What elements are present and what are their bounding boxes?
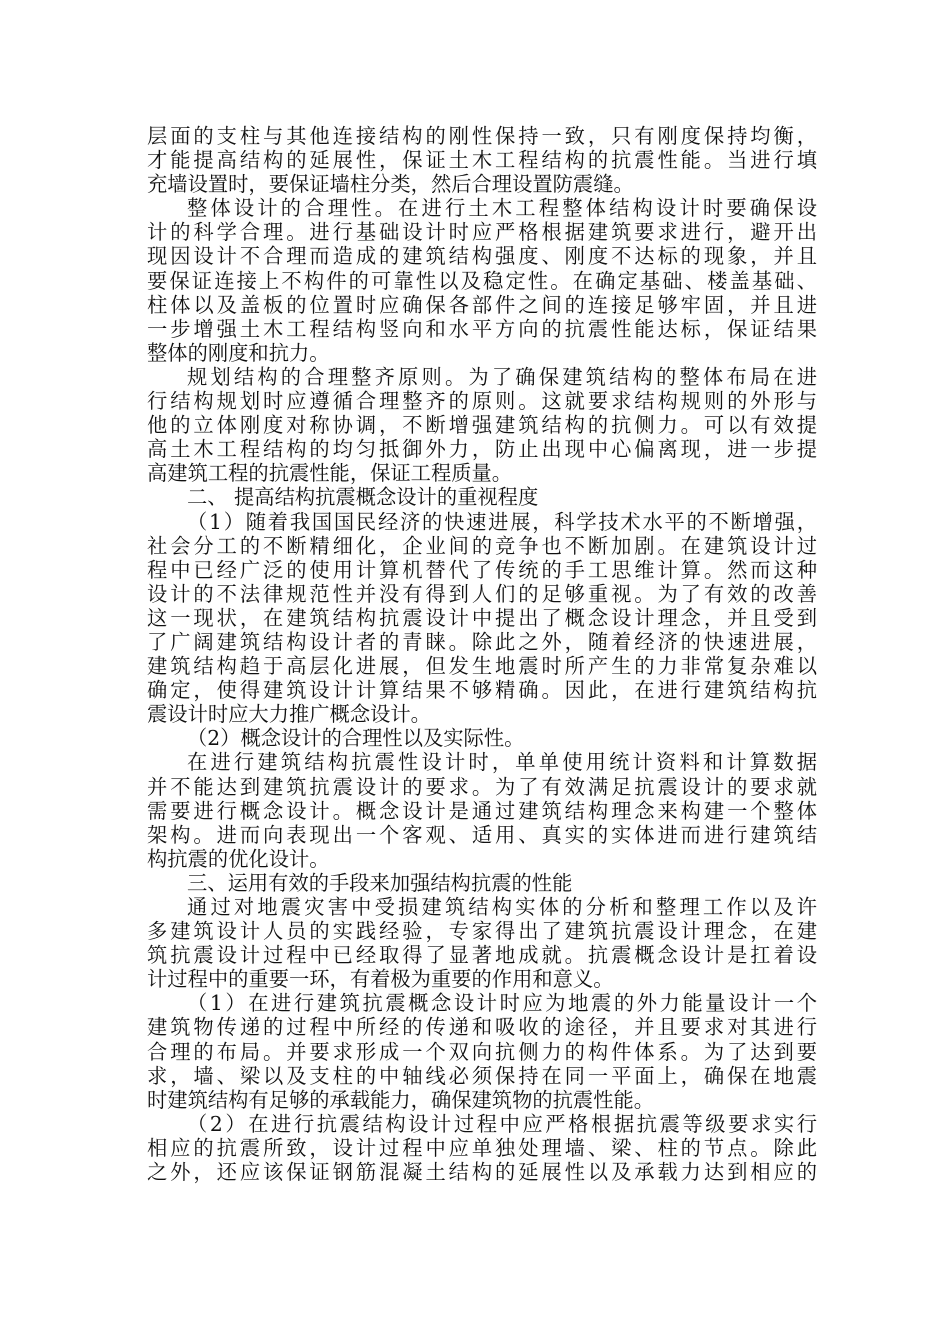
text-line: （2）在进行抗震结构设计过程中应严格根据抗震等级要求实行 <box>187 1111 817 1136</box>
text-line: （2）概念设计的合理性以及实际性。 <box>187 726 525 751</box>
text-line: 求，墙、梁以及支柱的中轴线必须保持在同一平面上，确保在地震 <box>147 1063 817 1088</box>
paragraph <box>147 196 817 365</box>
text-line: 并不能达到建筑抗震设计的要求。为了有效满足抗震设计的要求就 <box>147 774 817 799</box>
text-line: 筑抗震设计过程中已经取得了显著地成就。抗震概念设计是扛着设 <box>147 943 817 968</box>
text-line: 相应的抗震所致，设计过程中应单独处理墙、梁、柱的节点。除此 <box>147 1135 817 1160</box>
text-line: 二、 提高结构抗震概念设计的重视程度 <box>187 485 539 510</box>
text-line: 三、运用有效的手段来加强结构抗震的性能 <box>187 870 573 895</box>
text-line: 计过程中的重要一环，有着极为重要的作用和意义。 <box>147 967 614 992</box>
text-line: 整体设计的合理性。在进行土木工程整体结构设计时要确保设 <box>187 196 817 221</box>
paragraph <box>147 750 817 870</box>
text-line: 一步增强土木工程结构竖向和水平方向的抗震性能达标，保证结果 <box>147 316 817 341</box>
text-line: 之外，还应该保证钢筋混凝土结构的延展性以及承载力达到相应的 <box>147 1160 817 1185</box>
text-line: 确定，使得建筑设计计算结果不够精确。因此，在进行建筑结构抗 <box>147 678 817 703</box>
text-line: 通过对地震灾害中受损建筑结构实体的分析和整理工作以及许 <box>187 895 817 919</box>
text-line: 合理的布局。并要求形成一个双向抗侧力的构件体系。为了达到要 <box>147 1039 817 1064</box>
text-line: 才能提高结构的延展性，保证土木工程结构的抗震性能。当进行填 <box>147 148 817 173</box>
text-line: 高土木工程结构的均匀抵御外力，防止出现中心偏离现，进一步提 <box>147 437 817 462</box>
paragraph <box>147 895 817 991</box>
text-line: 需要进行概念设计。概念设计是通过建筑结构理念来构建一个整体 <box>147 798 817 823</box>
text-line: （1）随着我国国民经济的快速进展，科学技术水平的不断增强， <box>187 509 817 534</box>
text-line: 行结构规划时应遵循合理整齐的原则。这就要求结构规则的外形与 <box>147 389 817 414</box>
text-line: 了广阔建筑结构设计者的青睐。除此之外，随着经济的快速进展， <box>147 629 817 654</box>
text-line: 柱体以及盖板的位置时应确保各部件之间的连接足够牢固，并且进 <box>147 292 817 317</box>
text-line: 层面的支柱与其他连接结构的刚性保持一致，只有刚度保持均衡， <box>147 124 817 148</box>
text-line: 社会分工的不断精细化，企业间的竞争也不断加剧。在建筑设计过 <box>147 533 817 558</box>
text-line: 建筑物传递的过程中所经的传递和吸收的途径，并且要求对其进行 <box>147 1015 817 1040</box>
text-line: 构抗震的优化设计。 <box>147 846 330 871</box>
paragraph <box>147 510 817 727</box>
text-line: 计的科学合理。进行基础设计时应严格根据建筑要求进行，避开出 <box>147 220 817 245</box>
text-line: 高建筑工程的抗震性能，保证工程质量。 <box>147 461 513 486</box>
paragraph <box>147 726 817 750</box>
text-line: 建筑结构趋于高层化进展，但发生地震时所产生的力非常复杂难以 <box>147 654 817 679</box>
text-line: 整体的刚度和抗力。 <box>147 340 330 365</box>
text-line: 震设计时应大力推广概念设计。 <box>147 702 431 727</box>
section-heading <box>147 485 817 509</box>
paragraph <box>147 124 817 196</box>
section-heading <box>147 871 817 895</box>
paragraph <box>147 1112 817 1184</box>
text-line: 规划结构的合理整齐原则。为了确保建筑结构的整体布局在进 <box>187 364 817 389</box>
text-line: 设计的不法律规范性并没有得到人们的足够重视。为了有效的改善 <box>147 581 817 606</box>
text-line: （1）在进行建筑抗震概念设计时应为地震的外力能量设计一个 <box>187 991 817 1016</box>
text-line: 在进行建筑结构抗震性设计时，单单使用统计资料和计算数据 <box>187 750 817 775</box>
paragraph <box>147 991 817 1111</box>
text-line: 这一现状，在建筑结构抗震设计中提出了概念设计理念，并且受到 <box>147 605 817 630</box>
text-line: 他的立体刚度对称协调，不断增强建筑结构的抗侧力。可以有效提 <box>147 413 817 438</box>
document-body <box>147 124 817 1184</box>
text-line: 现因设计不合理而造成的建筑结构强度、刚度不达标的现象，并且 <box>147 244 817 269</box>
text-line: 多建筑设计人员的实践经验，专家得出了建筑抗震设计理念，在建 <box>147 919 817 944</box>
text-line: 充墙设置时，要保证墙柱分类，然后合理设置防震缝。 <box>147 172 634 197</box>
text-line: 时建筑结构有足够的承载能力，确保建筑物的抗震性能。 <box>147 1087 655 1112</box>
paragraph <box>147 365 817 485</box>
text-line: 程中已经广泛的使用计算机替代了传统的手工思维计算。然而这种 <box>147 557 817 582</box>
text-line: 要保证连接上不构件的可靠性以及稳定性。在确定基础、楼盖基础、 <box>147 268 817 293</box>
text-line: 架构。进而向表现出一个客观、适用、真实的实体进而进行建筑结 <box>147 822 817 847</box>
